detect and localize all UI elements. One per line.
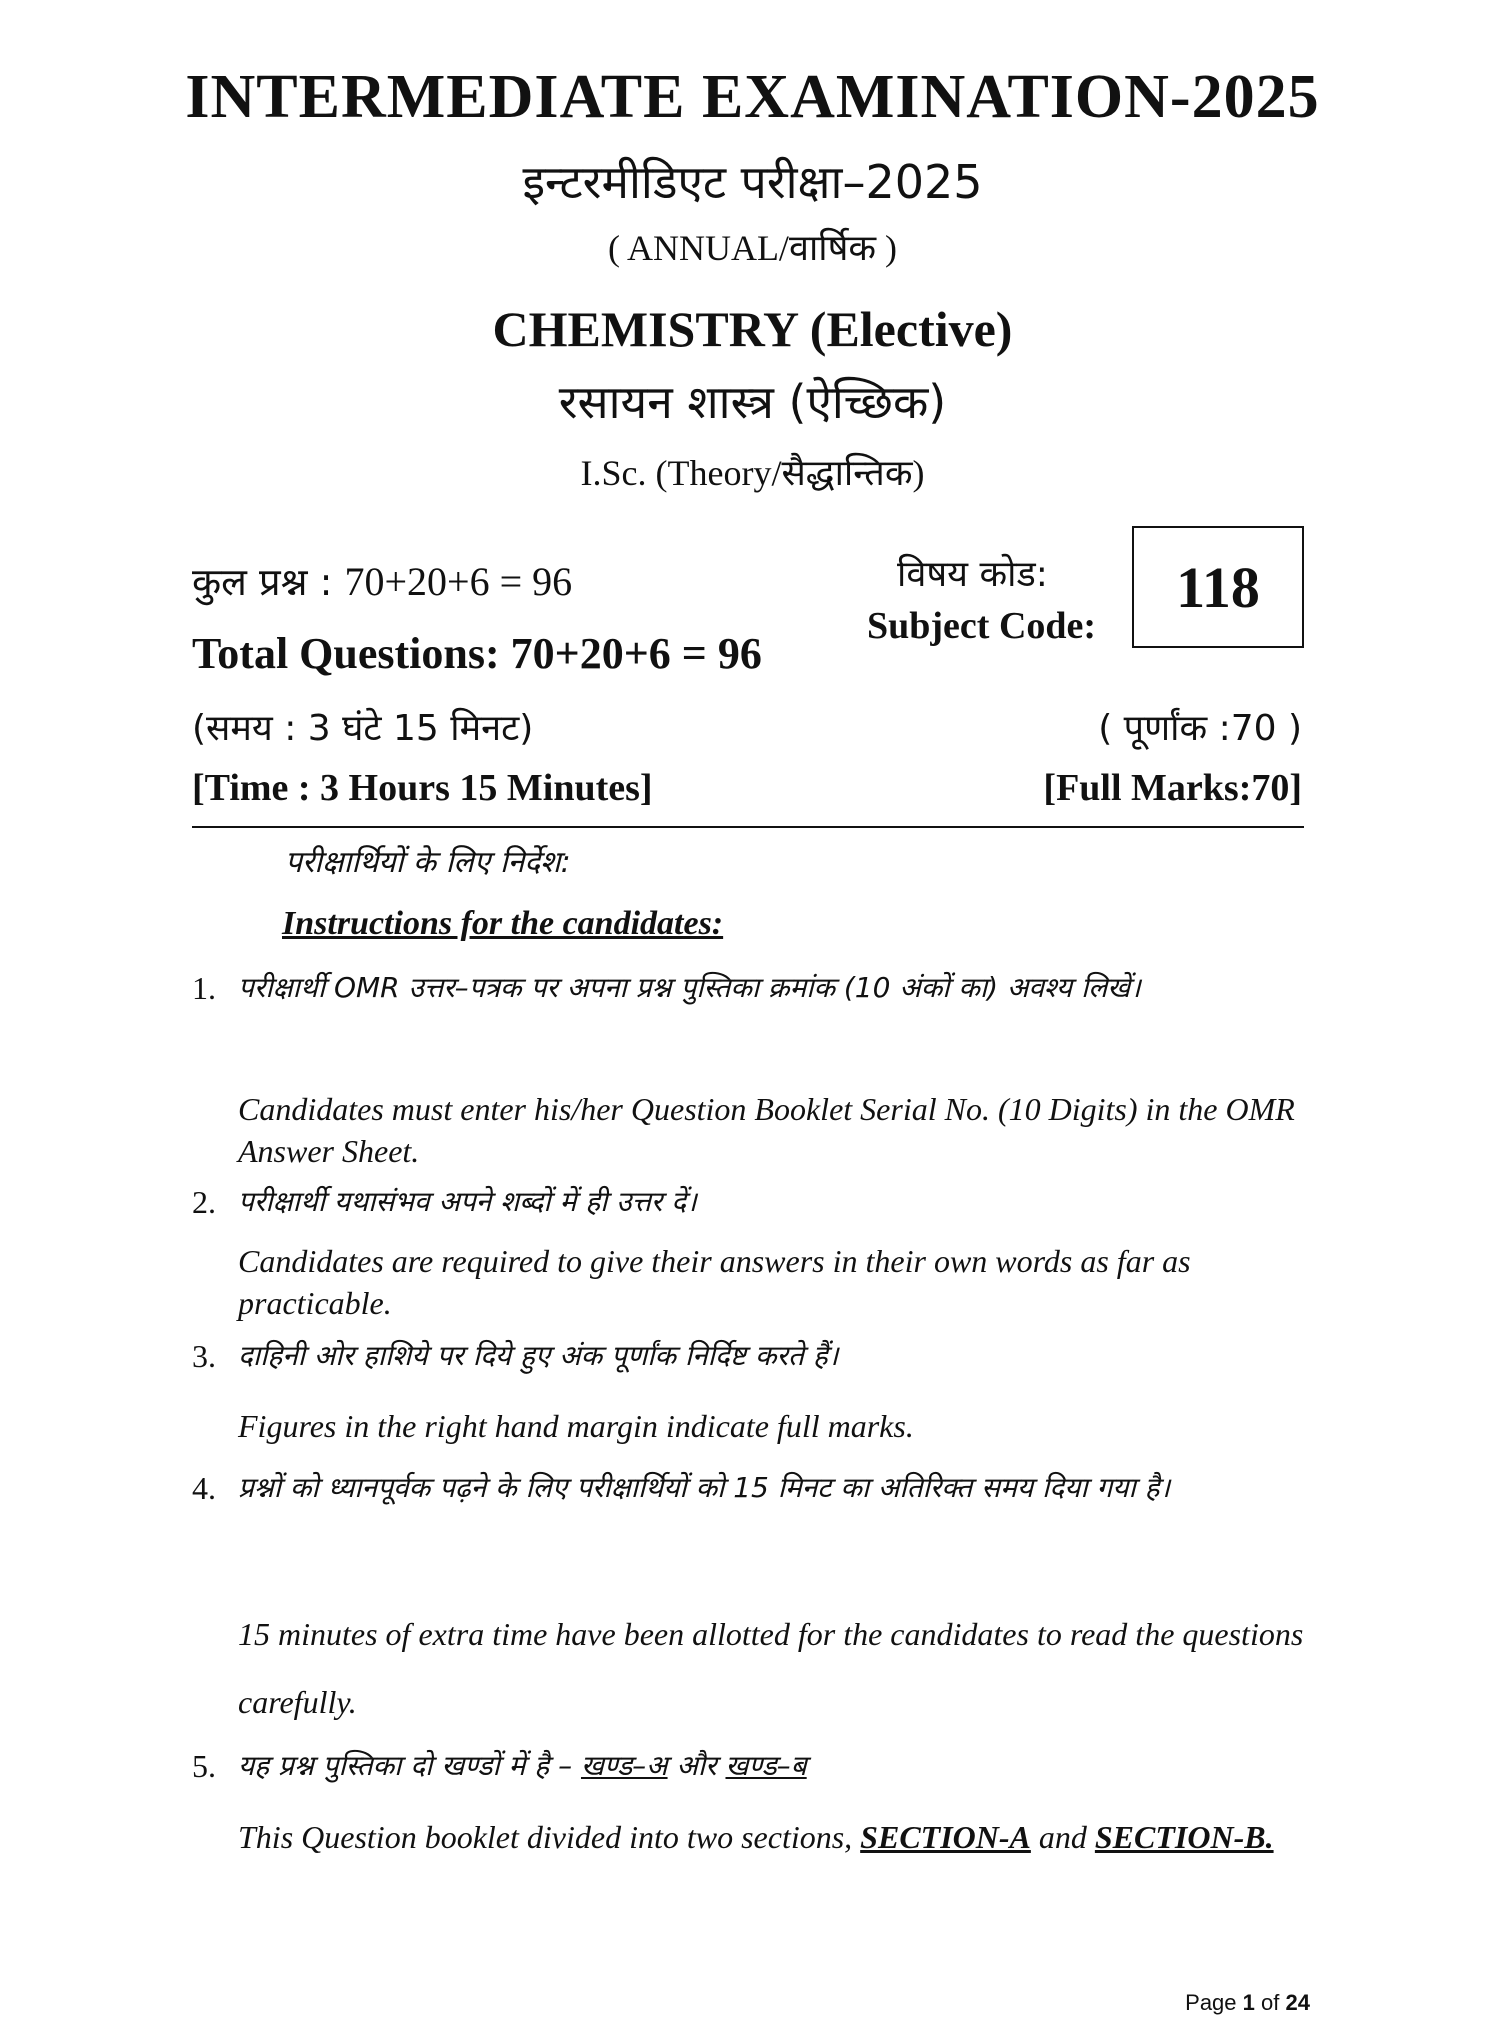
section-b-hi: खण्ड–ब [725,1749,807,1782]
instruction-text-hi: दाहिनी ओर हाशिये पर दिये हुए अंक पूर्णांक निर्दिष्ट करते हैं। [238,1339,839,1372]
and-en: and [1038,1819,1087,1855]
exam-title-en: INTERMEDIATE EXAMINATION-2025 [185,63,1320,131]
instruction-number: 2. [192,1184,216,1220]
page-total: 24 [1285,1990,1310,2015]
section-a-hi: खण्ड–अ [580,1749,668,1782]
subject-code-box: 118 [1132,526,1304,648]
total-questions-en: Total Questions: 70+20+6 = 96 [192,629,762,678]
page-number [1185,1990,1310,2016]
subject-title-en: CHEMISTRY (Elective) [492,301,1013,357]
instructions-heading-en: Instructions for the candidates: [282,905,724,942]
page-current: 1 [1242,1990,1255,2015]
instruction-5-hi-prefix: यह प्रश्न पुस्तिका दो खण्डों में है – [238,1749,573,1782]
total-questions-hi [192,555,572,607]
stream-label: I.Sc. (Theory/सैद्धान्तिक) [580,453,925,493]
instruction-text-hi: परीक्षार्थी OMR उत्तर–पत्रक पर अपना प्रश्न पुस्तिका क्रमांक (10 अंकों का) अवश्य लिखें। [238,971,1141,1004]
page-prefix: Page [1185,1990,1237,2015]
time-hi: (समय : 3 घंटे 15 मिनट) [192,708,534,749]
instruction-number: 5. [192,1748,216,1784]
instruction-number: 3. [192,1338,216,1374]
instruction-text-hi: प्रश्नों को ध्यानपूर्वक पढ़ने के लिए परीक्षार्थियों को 15 मिनट का अतिरिक्त समय दिया गया है। [238,1471,1171,1504]
instruction-text-hi: परीक्षार्थी यथासंभव अपने शब्दों में ही उत्तर दें। [238,1185,697,1218]
and-hi: और [676,1749,717,1782]
instruction-text-en: 15 minutes of extra time have been allotted for the candidates to read the questions carefully. [238,1616,1304,1720]
instruction-text-en: Candidates must enter his/her Question Booklet Serial No. (10 Digits) in the OMR Answer Sheet. [238,1091,1295,1169]
section-a-en: SECTION-A [860,1819,1031,1855]
total-questions-hi-label: कुल प्रश्न : [192,560,333,604]
subject-code-label-en: Subject Code: [867,605,1097,647]
instruction-number: 4. [192,1470,216,1506]
full-marks-hi: ( पूर्णांक :70 ) [1098,708,1302,749]
instruction-text-hi [238,1732,1313,1800]
divider [192,826,1304,828]
instruction-5-en-prefix: This Question booklet divided into two sections, [238,1819,853,1855]
instruction-text-en: Candidates are required to give their answers in their own words as far as practicable. [238,1243,1191,1321]
subject-title-hi: रसायन शास्त्र (ऐच्छिक) [558,375,947,429]
instruction-number: 1. [192,970,216,1006]
instructions-heading-hi: परीक्षार्थियों के लिए निर्देश: [285,845,571,880]
exam-type: ( ANNUAL/वार्षिक ) [607,228,898,268]
exam-title-hi: इन्टरमीडिएट परीक्षा–2025 [522,155,983,209]
total-questions-hi-value: 70+20+6 = 96 [344,559,573,604]
subject-code-label-hi: विषय कोड: [897,554,1048,595]
full-marks-en: [Full Marks:70] [1043,767,1302,809]
page-of: of [1261,1990,1280,2015]
time-en: [Time : 3 Hours 15 Minutes] [192,767,653,809]
instruction-text-en [238,1816,1313,1858]
section-b-en: SECTION-B. [1094,1819,1274,1855]
instruction-text-en: Figures in the right hand margin indicate full marks. [238,1408,914,1444]
